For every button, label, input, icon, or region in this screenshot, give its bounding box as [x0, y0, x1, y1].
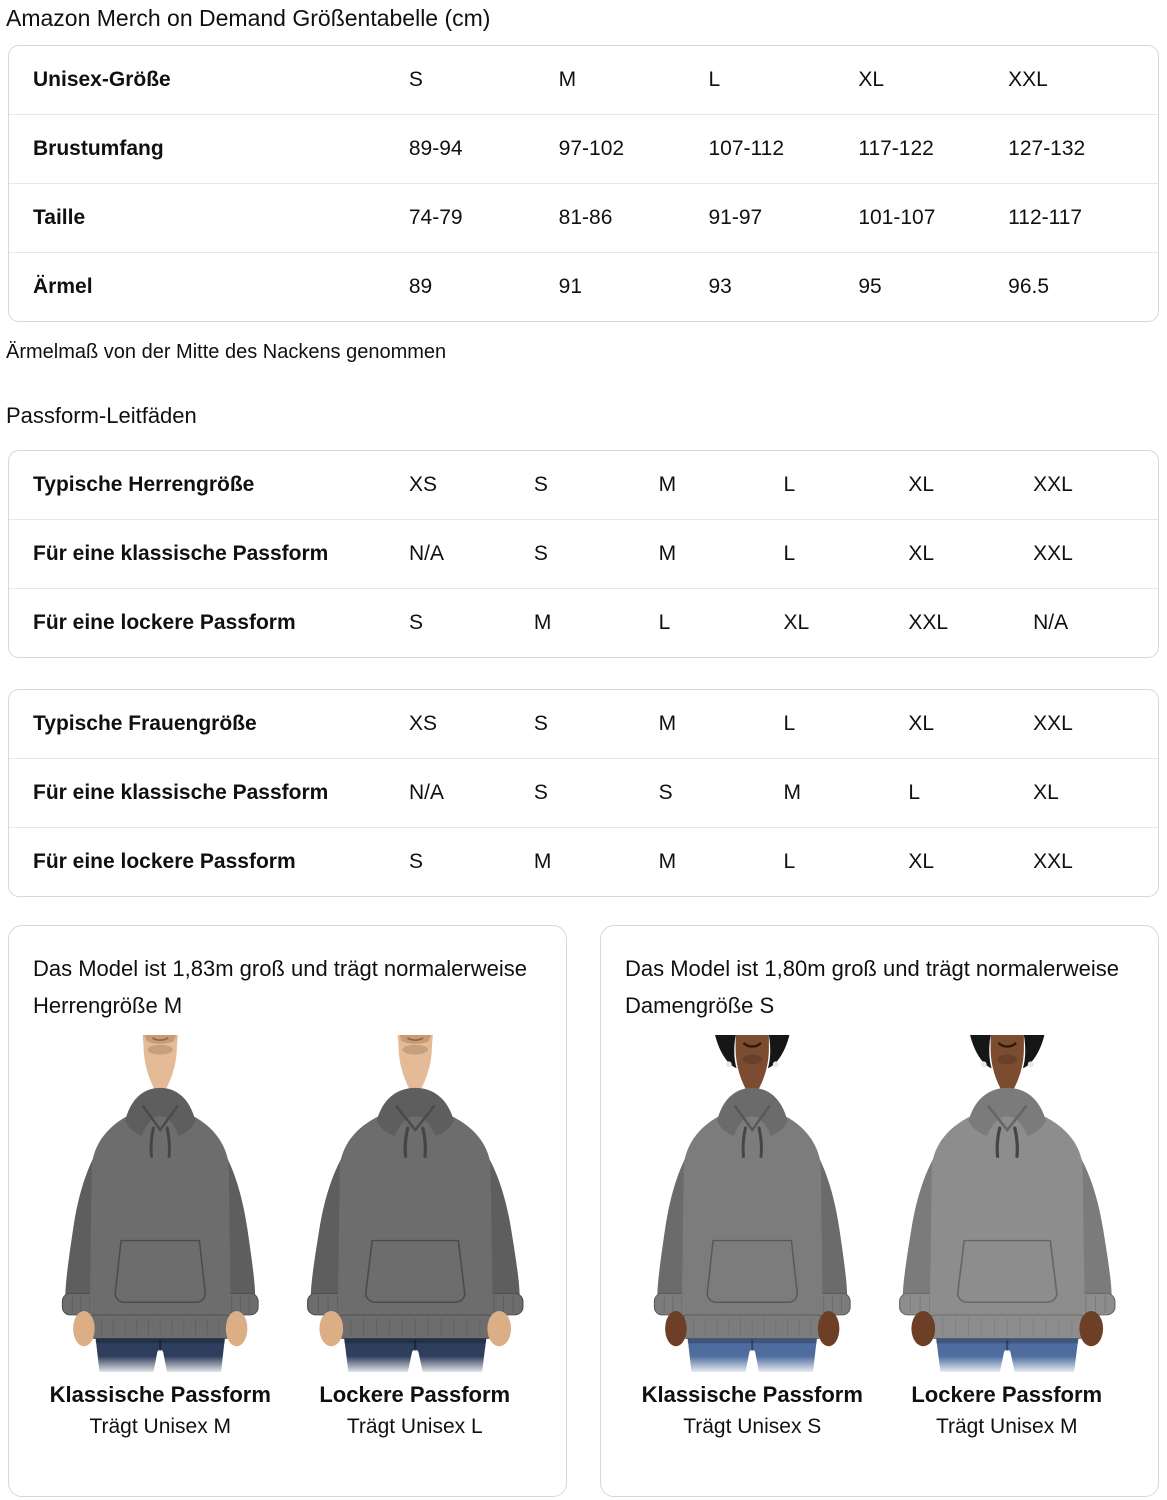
size-value-cell: 74-79: [409, 183, 559, 252]
size-caption: Trägt Unisex S: [683, 1415, 822, 1439]
size-value-cell: 91: [559, 252, 709, 321]
fit-table-women: [8, 689, 1159, 897]
figures-row: [33, 1035, 542, 1440]
size-value-cell: XL: [858, 68, 885, 91]
table-row: [9, 183, 1158, 252]
size-value-cell: 89: [409, 252, 559, 321]
size-value-cell: N/A: [409, 519, 534, 588]
model-description: Das Model ist 1,83m groß und trägt normalerweise Herrengröße M: [33, 956, 527, 1019]
size-caption: Trägt Unisex L: [346, 1415, 483, 1439]
size-caption: Trägt Unisex M: [935, 1415, 1078, 1439]
figures-row: [625, 1035, 1134, 1440]
size-value-cell: 127-132: [1008, 114, 1158, 183]
table-row: [9, 451, 1158, 519]
table-row: [9, 588, 1158, 657]
size-value-cell: XXL: [1033, 712, 1073, 735]
size-value-cell: 95: [858, 252, 1008, 321]
model-photo-loose-fit-men: [288, 1035, 543, 1373]
model-description: Das Model ist 1,80m groß und trägt normalerweise Damengröße S: [625, 956, 1119, 1019]
size-value-cell: XXL: [1033, 473, 1073, 496]
size-value-cell: 89-94: [409, 114, 559, 183]
model-figure: [625, 1035, 880, 1440]
size-value-cell: 93: [709, 252, 859, 321]
row-label: Typische Herrengröße: [33, 473, 255, 496]
model-photo-classic-fit-women: [625, 1035, 880, 1373]
size-value-cell: XL: [908, 519, 1033, 588]
size-value-cell: XS: [409, 712, 438, 735]
size-value-cell: S: [409, 827, 534, 896]
size-value-cell: S: [409, 588, 534, 657]
size-value-cell: XXL: [1033, 519, 1158, 588]
model-figure: [288, 1035, 543, 1440]
size-value-cell: S: [533, 473, 548, 496]
size-value-cell: XL: [1033, 758, 1158, 827]
size-value-cell: L: [783, 473, 796, 496]
fit-caption: Klassische Passform: [49, 1382, 271, 1408]
table-row: [9, 519, 1158, 588]
fit-caption: Lockere Passform: [319, 1382, 511, 1408]
row-label: Für eine klassische Passform: [9, 519, 409, 588]
size-value-cell: XXL: [1033, 827, 1158, 896]
size-value-cell: 91-97: [709, 183, 859, 252]
size-value-cell: 107-112: [709, 114, 859, 183]
size-value-cell: S: [659, 758, 784, 827]
table-row: [9, 46, 1158, 114]
size-value-cell: 81-86: [559, 183, 709, 252]
row-label: Unisex-Größe: [33, 68, 171, 91]
table-row: [9, 758, 1158, 827]
size-value-cell: 97-102: [559, 114, 709, 183]
size-caption: Trägt Unisex M: [89, 1415, 232, 1439]
size-measurements-table: [8, 45, 1159, 322]
row-label: Brustumfang: [9, 114, 409, 183]
row-label: Für eine lockere Passform: [9, 827, 409, 896]
size-value-cell: XL: [908, 712, 934, 735]
table-row: [9, 827, 1158, 896]
model-figure: [880, 1035, 1135, 1440]
size-value-cell: XXL: [908, 588, 1033, 657]
model-photo-classic-fit-men: [33, 1035, 288, 1373]
size-value-cell: L: [708, 68, 721, 91]
size-value-cell: S: [534, 758, 659, 827]
model-photo-loose-fit-women: [880, 1035, 1135, 1373]
fit-guides-heading: Passform-Leitfäden: [6, 403, 197, 428]
size-value-cell: M: [658, 712, 677, 735]
table-row: [9, 690, 1158, 758]
size-value-cell: M: [534, 827, 659, 896]
size-value-cell: M: [534, 588, 659, 657]
size-value-cell: XL: [908, 827, 1033, 896]
row-label: Für eine klassische Passform: [9, 758, 409, 827]
size-value-cell: M: [783, 758, 908, 827]
size-value-cell: S: [533, 712, 548, 735]
row-label: Für eine lockere Passform: [9, 588, 409, 657]
size-value-cell: XL: [783, 588, 908, 657]
size-value-cell: N/A: [409, 758, 534, 827]
size-value-cell: 96.5: [1008, 252, 1158, 321]
size-value-cell: M: [659, 827, 784, 896]
model-card-women: [600, 925, 1159, 1497]
size-value-cell: L: [783, 712, 796, 735]
size-value-cell: S: [408, 68, 423, 91]
size-value-cell: XXL: [1008, 68, 1048, 91]
sleeve-measure-note: Ärmelmaß von der Mitte des Nackens genommen: [6, 341, 447, 363]
size-value-cell: S: [534, 519, 659, 588]
model-card-men: [8, 925, 567, 1497]
size-value-cell: 117-122: [858, 114, 1008, 183]
fit-caption: Lockere Passform: [911, 1382, 1103, 1408]
size-value-cell: M: [658, 473, 677, 496]
size-value-cell: L: [908, 758, 1033, 827]
page-title: Amazon Merch on Demand Größentabelle (cm): [6, 5, 491, 31]
row-label: Ärmel: [9, 252, 409, 321]
size-value-cell: XS: [409, 473, 438, 496]
fit-table-men: [8, 450, 1159, 658]
size-value-cell: L: [783, 519, 908, 588]
size-value-cell: L: [783, 827, 908, 896]
size-value-cell: M: [558, 68, 577, 91]
table-row: [9, 252, 1158, 321]
size-value-cell: L: [659, 588, 784, 657]
size-value-cell: 101-107: [858, 183, 1008, 252]
size-value-cell: M: [659, 519, 784, 588]
size-value-cell: N/A: [1033, 588, 1158, 657]
fit-caption: Klassische Passform: [641, 1382, 863, 1408]
row-label: Taille: [9, 183, 409, 252]
size-value-cell: XL: [908, 473, 934, 496]
table-row: [9, 114, 1158, 183]
size-value-cell: 112-117: [1008, 183, 1158, 252]
model-figure: [33, 1035, 288, 1440]
row-label: Typische Frauengröße: [33, 712, 257, 735]
model-cards: [8, 925, 1159, 1497]
